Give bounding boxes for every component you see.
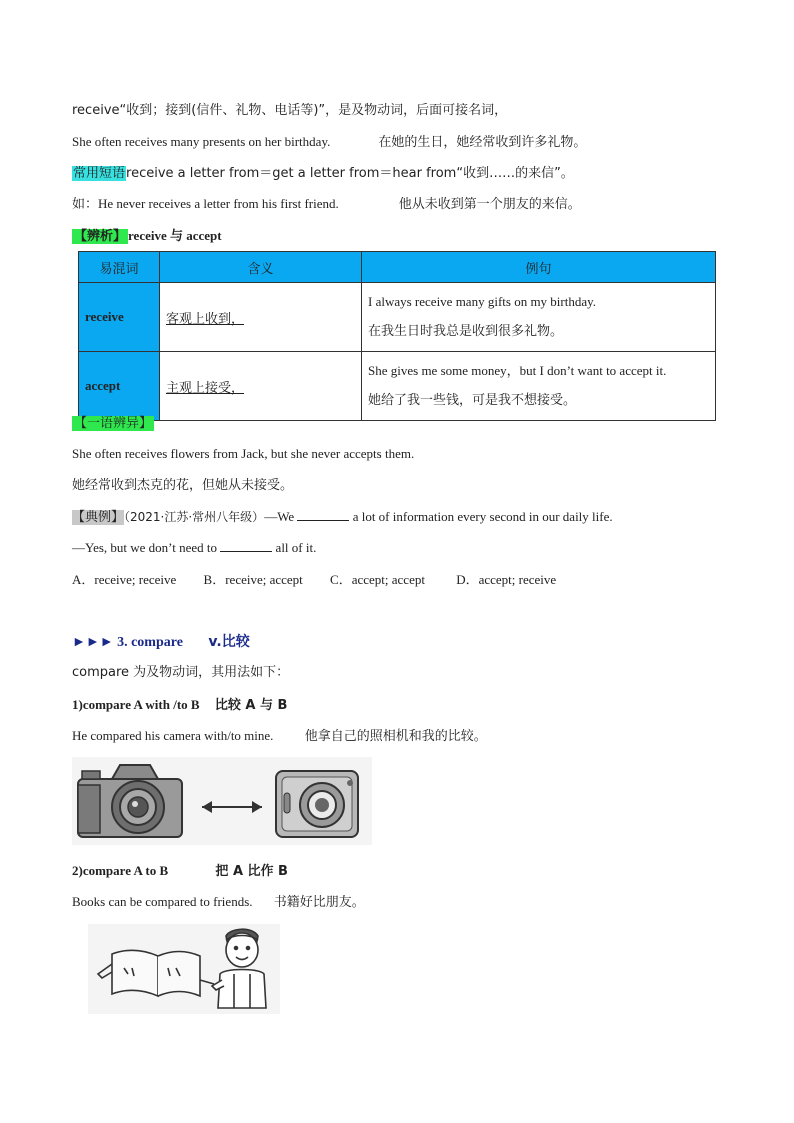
table-cell-example — [362, 352, 716, 421]
compare-definition: compare 为及物动词，其用法如下： — [72, 665, 290, 680]
section-title: 3. compare — [117, 635, 183, 650]
option-d: D．accept; receive — [456, 572, 557, 587]
table-header: 含义 — [160, 252, 362, 283]
example-1-en: She often receives many presents on her birthday. — [72, 134, 331, 149]
example-2 — [72, 195, 581, 214]
cameras-illustration — [72, 757, 372, 845]
usage-1-heading — [72, 696, 287, 715]
usage-2-head: 2)compare A to B — [72, 863, 169, 878]
usage-1-cn-example: 他拿自己的照相机和我的比较。 — [304, 729, 487, 744]
example-en: She gives me some money，but I don’t want to accept it. — [368, 363, 667, 378]
phrase-line — [72, 164, 574, 183]
dianli-source: （2021·江苏·常州八年级） — [124, 510, 265, 524]
example-cn: 她给了我一些钱，可是我不想接受。 — [368, 393, 577, 408]
option-c: C．accept; accept — [330, 572, 425, 587]
table-header-row — [79, 252, 716, 283]
table-header: 例句 — [362, 252, 716, 283]
table-cell-word: receive — [79, 283, 160, 352]
example-en: I always receive many gifts on my birthday. — [368, 294, 597, 309]
answer-blank — [220, 539, 272, 552]
book-friend-illustration — [88, 924, 280, 1014]
dianli-q1-start: —We — [264, 509, 295, 524]
table-cell-meaning — [160, 352, 362, 421]
dianli-q2-end: all of it. — [275, 540, 317, 555]
dianli-question-2 — [72, 539, 316, 557]
table-header: 易混词 — [79, 252, 160, 283]
usage-2-en: Books can be compared to friends. — [72, 894, 253, 909]
usage-1-example — [72, 727, 487, 746]
book-icon — [98, 950, 214, 996]
example-2-en: 如：He never receives a letter from his first friend. — [72, 196, 339, 211]
phrase-text: receive a letter from＝get a letter from＝hear from“收到……的来信”。 — [126, 166, 574, 181]
dianli-tag: 【典例】 — [72, 510, 125, 525]
bianxi-title: receive 与 accept — [128, 228, 222, 243]
usage-2-cn: 把 A 比作 B — [215, 864, 288, 879]
usage-1-head: 1)compare A with /to B — [72, 697, 200, 712]
meaning-text: 客观上收到， — [166, 311, 245, 327]
answer-blank — [297, 508, 349, 521]
yiyu-tag: 【一语辨异】 — [74, 416, 153, 431]
table-cell-example — [362, 283, 716, 352]
usage-2-example — [72, 893, 365, 912]
camera-compact-icon — [276, 771, 358, 837]
table-cell-word: accept — [79, 352, 160, 421]
yiyu-en: She often receives flowers from Jack, but she never accepts them. — [72, 446, 415, 461]
bianxi-tag: 【辨析】 — [74, 229, 127, 244]
example-2-cn: 他从未收到第一个朋友的来信。 — [398, 197, 581, 212]
usage-1-cn: 比较 A 与 B — [214, 698, 288, 713]
receive-definition: receive“收到；接到(信件、礼物、电话等)”，是及物动词，后面可接名词， — [72, 103, 508, 118]
phrase-tag: 常用短语 — [73, 166, 126, 181]
usage-1-en: He compared his camera with/to mine. — [72, 728, 274, 743]
example-cn: 在我生日时我总是收到很多礼物。 — [368, 324, 564, 339]
bianxi-heading — [72, 227, 222, 246]
usage-2-cn-example: 书籍好比朋友。 — [273, 895, 365, 910]
option-b: B．receive; accept — [203, 572, 303, 587]
dianli-q1-end: a lot of information every second in our daily life. — [352, 509, 613, 524]
options-line — [72, 571, 556, 589]
section-pos: v.比较 — [208, 634, 250, 650]
yiyu-cn: 她经常收到杰克的花，但她从未接受。 — [72, 478, 294, 493]
example-1 — [72, 133, 586, 152]
option-a: A．receive; receive — [72, 572, 177, 587]
section-arrows: ►►► — [72, 635, 114, 650]
yiyu-heading — [72, 414, 154, 433]
table-row — [79, 352, 716, 421]
comparison-table — [78, 251, 716, 421]
example-1-cn: 在她的生日，她经常收到许多礼物。 — [378, 135, 587, 150]
usage-2-heading — [72, 862, 288, 881]
table-row — [79, 283, 716, 352]
dianli-question-1 — [72, 508, 613, 527]
dianli-q2-start: —Yes, but we don’t need to — [72, 540, 218, 555]
meaning-text: 主观上接受， — [166, 380, 245, 396]
table-cell-meaning — [160, 283, 362, 352]
section-3-heading — [72, 633, 250, 652]
